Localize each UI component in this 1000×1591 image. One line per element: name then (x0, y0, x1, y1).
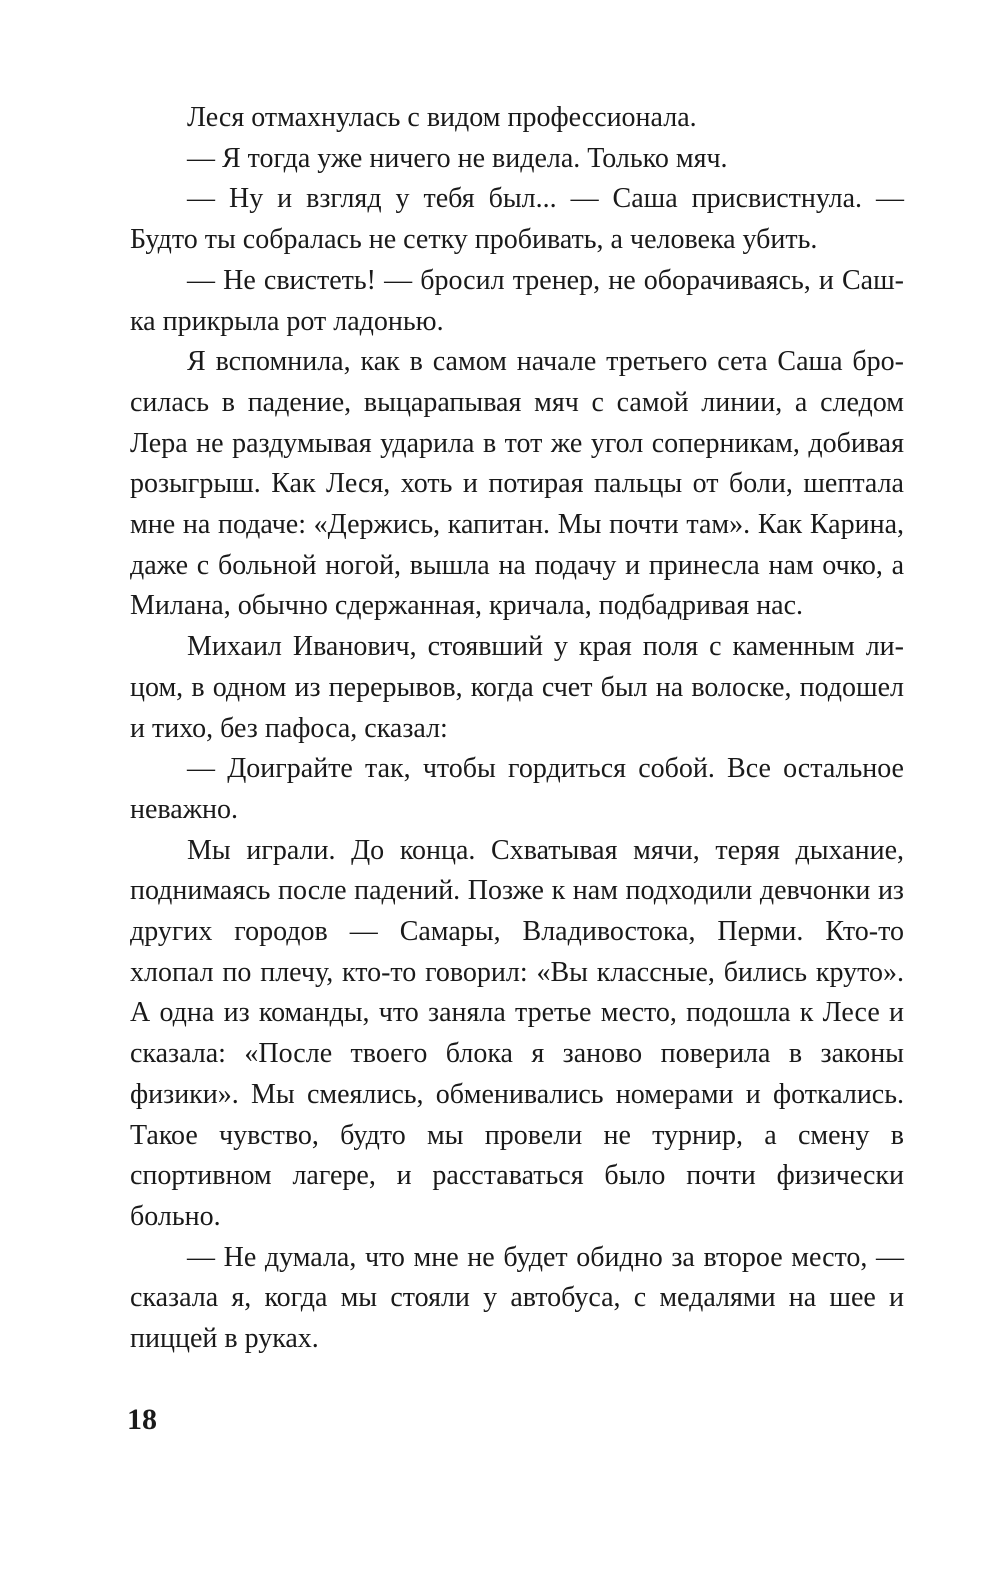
paragraph: — Ну и взгляд у тебя был... — Саша присвистнула. — Будто ты собралась не сетку пробивать, а человека убить. (130, 183, 904, 256)
page-number: 18 (127, 1403, 157, 1436)
paragraph: Я вспомнила, как в самом начале третьего сета Саша бросилась в падение, выцарапывая мяч с самой линии, а следом Лера не раздумывая ударила в тот же угол соперникам, добивая розыгрыш. Как Леся, хоть и потирая пальцы от боли, шептала мне на подаче: «Держись, капитан. Мы почти там». Как Карина, даже с больной ногой, вышла на подачу и принесла нам очко, а Милана, обычно сдержанная, кричала, подбадривая нас. (130, 346, 904, 622)
paragraph: — Я тогда уже ничего не видела. Только мяч. (187, 142, 728, 174)
body-text (130, 98, 904, 1360)
paragraph: Михаил Иванович, стоявший у края поля с каменным лицом, в одном из перерывов, когда счет был на волоске, подошел и тихо, без пафоса, сказал: (130, 631, 904, 744)
paragraph: — Доиграйте так, чтобы гордиться собой. Все остальное неважно. (130, 753, 904, 825)
paragraph: Леся отмахнулась с видом профессионала. (187, 102, 697, 133)
paragraph: — Не свистеть! — бросил тренер, не оборачиваясь, и Сашка прикрыла рот ладонью. (130, 264, 904, 337)
paragraph: — Не думала, что мне не будет обидно за второе место, — сказала я, когда мы стояли у автобуса, с медалями на шее и пиццей в руках. (130, 1241, 904, 1355)
paragraph: Мы играли. До конца. Схватывая мячи, теряя дыхание, поднимаясь после падений. Позже к нам подходили девчонки из других городов — Самары, Владивостока, Перми. Кто-то хлопал по плечу, кто-то говорил: «Вы классные, бились круто». А одна из команды, что заняла третье место, подошла к Лесе и сказала: «После твоего блока я заново поверила в законы физики». Мы смеялись, обменивались номерами и фоткались. Такое чувство, будто мы провели не турнир, а смену в спортивном лагере, и расставаться было почти физически больно. (130, 834, 904, 1232)
